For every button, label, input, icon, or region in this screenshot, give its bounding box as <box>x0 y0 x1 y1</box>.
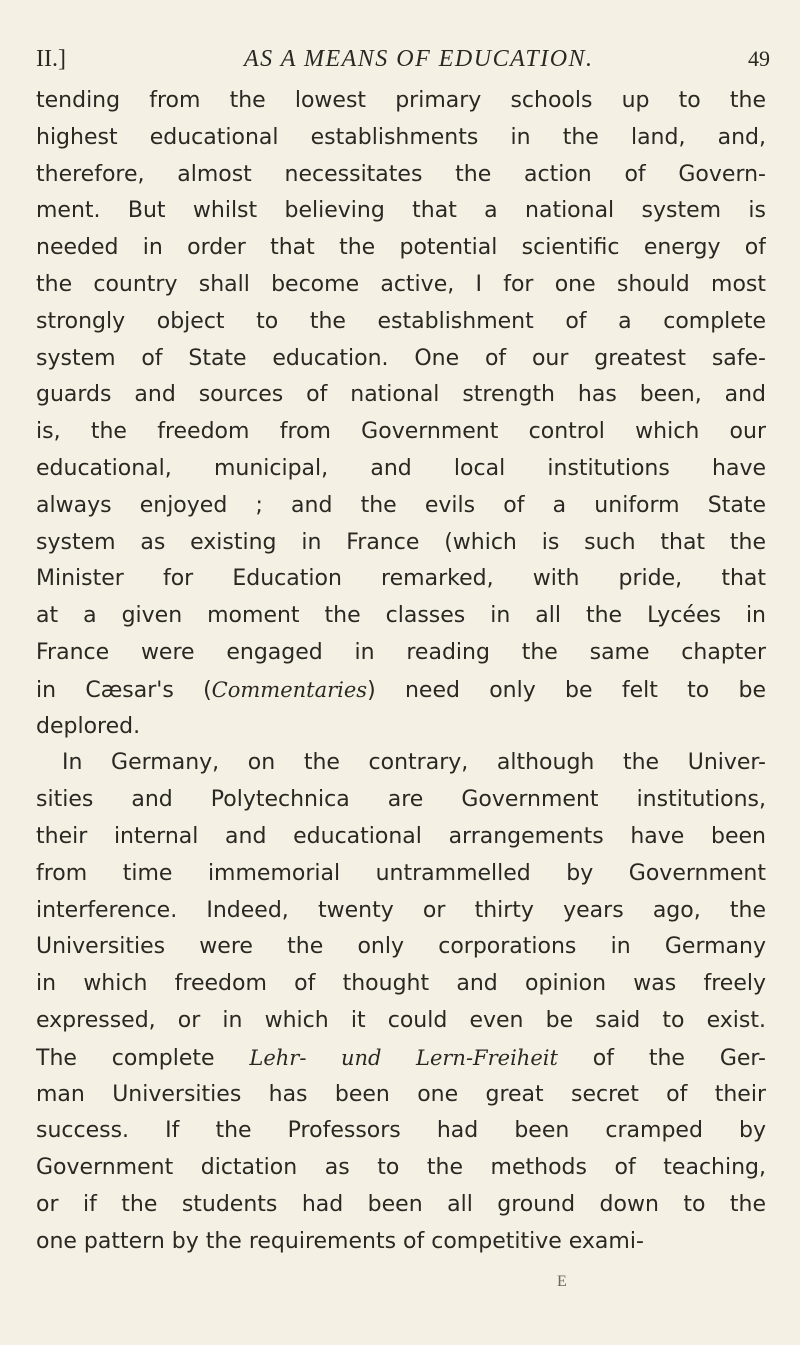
text-line <box>36 1041 766 1075</box>
signature-mark: E <box>557 1273 567 1290</box>
text-line: in which freedom of thought and opinion was freely <box>36 971 766 996</box>
text-line: is, the freedom from Government control which our <box>36 419 766 444</box>
text-line: ment. But whilst believing that a national system is <box>36 198 766 223</box>
text-line: Universities were the only corporations in Germany <box>36 934 766 959</box>
page-number: 49 <box>748 46 770 71</box>
text-line: their internal and educational arrangements have been <box>36 824 766 849</box>
italic-title: Commentaries <box>211 678 368 702</box>
text-line: educational, municipal, and local institutions have <box>36 456 766 481</box>
text-line: always enjoyed ; and the evils of a uniform State <box>36 493 766 518</box>
text-line: man Universities has been one great secret of their <box>36 1082 766 1107</box>
text-line: Minister for Education remarked, with pride, that <box>36 566 766 591</box>
text-line: needed in order that the potential scientific energy of <box>36 235 766 260</box>
text-line: therefore, almost necessitates the action of Govern- <box>36 162 766 187</box>
text-line: guards and sources of national strength has been, and <box>36 382 766 407</box>
line-segment: in Cæsar's ( <box>36 678 212 703</box>
running-head <box>36 42 770 76</box>
line-segment: of the Ger- <box>557 1046 766 1071</box>
text-line: one pattern by the requirements of competitive exami- <box>36 1229 644 1254</box>
text-line: success. If the Professors had been cramped by <box>36 1118 766 1143</box>
text-line: highest educational establishments in the land, and, <box>36 125 766 150</box>
text-line: deplored. <box>36 714 141 739</box>
text-line: Government dictation as to the methods of teaching, <box>36 1155 766 1180</box>
italic-phrase: Lehr- und Lern-Freiheit <box>249 1046 558 1070</box>
text-line: tending from the lowest primary schools up to the <box>36 88 766 113</box>
text-line: system as existing in France (which is such that the <box>36 530 766 555</box>
paragraph-first-line: In Germany, on the contrary, although the Univer- <box>62 750 766 775</box>
text-line: from time immemorial untrammelled by Government <box>36 861 766 886</box>
chapter-number: II.] <box>36 46 66 72</box>
text-line: sities and Polytechnica are Government institutions, <box>36 787 766 812</box>
line-segment: The complete <box>36 1046 250 1071</box>
text-line: the country shall become active, I for one should most <box>36 272 766 297</box>
text-line: or if the students had been all ground down to the <box>36 1192 766 1217</box>
line-segment: ) need only be felt to be <box>367 678 766 703</box>
text-line: at a given moment the classes in all the Lycées in <box>36 603 766 628</box>
text-line: interference. Indeed, twenty or thirty years ago, the <box>36 898 766 923</box>
text-line: expressed, or in which it could even be said to exist. <box>36 1008 766 1033</box>
running-title: AS A MEANS OF EDUCATION. <box>244 46 594 72</box>
text-line <box>36 673 766 707</box>
text-line: France were engaged in reading the same chapter <box>36 640 766 665</box>
text-line: system of State education. One of our greatest safe- <box>36 346 766 371</box>
text-line: strongly object to the establishment of a complete <box>36 309 766 334</box>
